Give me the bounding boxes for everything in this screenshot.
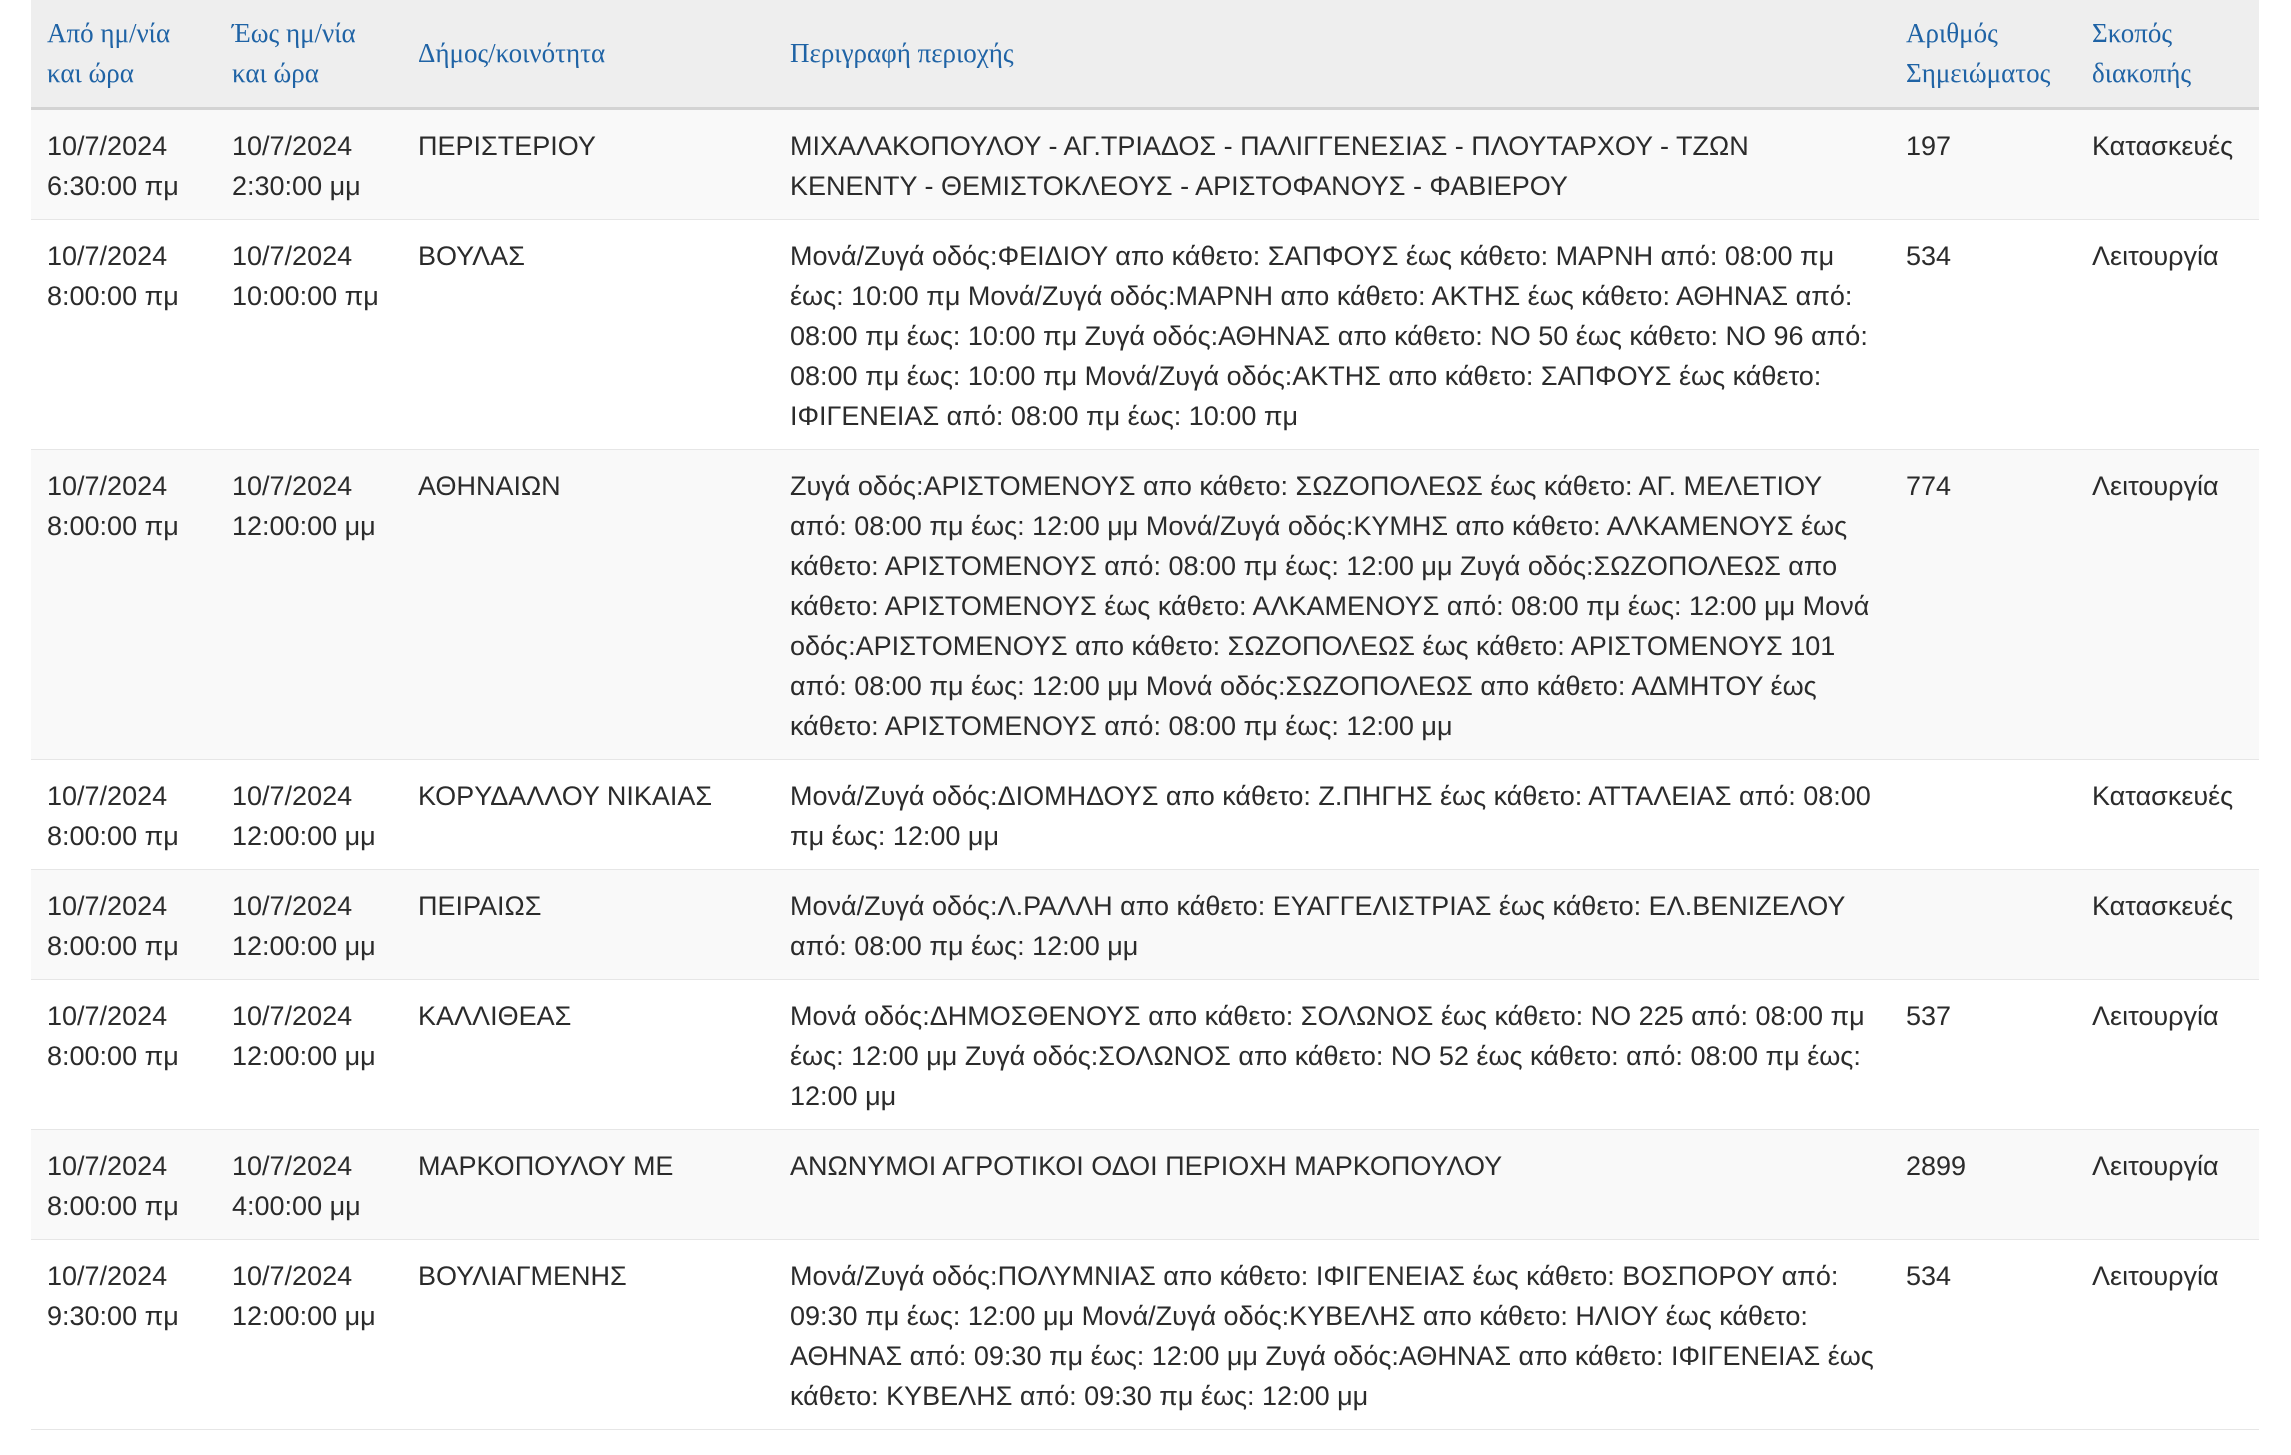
cell-description: Μονά/Ζυγά οδός:ΦΕΙΔΙΟΥ απο κάθετο: ΣΑΠΦΟΥΣ έως κάθετο: ΜΑΡΝΗ από: 08:00 πμ έως: 10:00 πμ Μονά/Ζυγά οδός:ΜΑΡΝΗ απο κάθετο: ΑΚΤΗΣ έως κάθετο: ΑΘΗΝΑΣ από: 08:00 πμ έως: 10:00 πμ Ζυγά οδός:ΑΘΗΝΑΣ απο κάθετο: ΝΟ 50 έως κάθετο: ΝΟ 96 από: 08:00 πμ έως: 10:00 πμ Μονά/Ζυγά οδός:ΑΚΤΗΣ απο κάθετο: ΣΑΠΦΟΥΣ έως κάθετο: ΙΦΙΓΕΝΕΙΑΣ από: 08:00 πμ έως: 10:00 πμ [774,219,1890,449]
cell-purpose: Κατασκευές [2076,759,2259,869]
from-time: 8:00:00 πμ [47,510,179,541]
from-time: 9:30:00 πμ [47,1300,179,1331]
cell-to [216,449,402,759]
cell-to [216,219,402,449]
cell-to [216,869,402,979]
cell-municipality: ΜΑΡΚΟΠΟΥΛΟΥ ΜΕ [402,1129,774,1239]
cell-from [31,108,216,219]
cell-note-number: 197 [1890,108,2076,219]
from-date: 10/7/2024 [47,1260,168,1291]
header-note-number[interactable] [1890,0,2076,108]
from-date: 10/7/2024 [47,130,168,161]
to-date: 10/7/2024 [232,780,353,811]
cell-to [216,759,402,869]
table-row [31,449,2259,759]
cell-purpose: Κατασκευές [2076,869,2259,979]
from-date: 10/7/2024 [47,470,168,501]
table-body [31,108,2259,1429]
from-date: 10/7/2024 [47,240,168,271]
cell-description: Μονά/Ζυγά οδός:ΠΟΛΥΜΝΙΑΣ απο κάθετο: ΙΦΙΓΕΝΕΙΑΣ έως κάθετο: ΒΟΣΠΟΡΟΥ από: 09:30 πμ έως: 12:00 μμ Μονά/Ζυγά οδός:ΚΥΒΕΛΗΣ απο κάθετο: ΗΛΙΟΥ έως κάθετο: ΑΘΗΝΑΣ από: 09:30 πμ έως: 12:00 μμ Ζυγά οδός:ΑΘΗΝΑΣ απο κάθετο: ΙΦΙΓΕΝΕΙΑΣ έως κάθετο: ΚΥΒΕΛΗΣ από: 09:30 πμ έως: 12:00 μμ [774,1239,1890,1429]
cell-note-number [1890,869,2076,979]
cell-from [31,759,216,869]
from-time: 8:00:00 πμ [47,1040,179,1071]
header-purpose[interactable] [2076,0,2259,108]
cell-to [216,108,402,219]
to-date: 10/7/2024 [232,470,353,501]
table-row [31,1239,2259,1429]
cell-from [31,449,216,759]
to-date: 10/7/2024 [232,240,353,271]
cell-purpose: Λειτουργία [2076,1239,2259,1429]
header-to-line1: Έως ημ/νία [232,18,356,49]
to-time: 12:00:00 μμ [232,1300,376,1331]
table-row [31,759,2259,869]
table-row [31,108,2259,219]
cell-municipality: ΒΟΥΛΑΣ [402,219,774,449]
header-number-line1: Αριθμός [1906,18,1998,49]
to-date: 10/7/2024 [232,130,353,161]
from-date: 10/7/2024 [47,780,168,811]
cell-municipality: ΚΑΛΛΙΘΕΑΣ [402,979,774,1129]
header-municipality-label: Δήμος/κοινότητα [418,38,606,69]
cell-description: ΑΝΩΝΥΜΟΙ ΑΓΡΟΤΙΚΟΙ ΟΔΟΙ ΠΕΡΙΟΧΗ ΜΑΡΚΟΠΟΥΛΟΥ [774,1129,1890,1239]
cell-description: Μονά οδός:ΔΗΜΟΣΘΕΝΟΥΣ απο κάθετο: ΣΟΛΩΝΟΣ έως κάθετο: ΝΟ 225 από: 08:00 πμ έως: 12:00 μμ Ζυγά οδός:ΣΟΛΩΝΟΣ απο κάθετο: ΝΟ 52 έως κάθετο: από: 08:00 πμ έως: 12:00 μμ [774,979,1890,1129]
cell-municipality: ΠΕΙΡΑΙΩΣ [402,869,774,979]
header-from-line1: Από ημ/νία [47,18,171,49]
to-date: 10/7/2024 [232,1150,353,1181]
cell-purpose: Κατασκευές [2076,108,2259,219]
cell-purpose: Λειτουργία [2076,1129,2259,1239]
to-time: 12:00:00 μμ [232,820,376,851]
table-row [31,979,2259,1129]
table-header [31,0,2259,108]
cell-municipality: ΑΘΗΝΑΙΩΝ [402,449,774,759]
cell-from [31,1239,216,1429]
cell-municipality: ΚΟΡΥΔΑΛΛΟΥ ΝΙΚΑΙΑΣ [402,759,774,869]
outages-table [31,0,2259,1430]
cell-description: Μονά/Ζυγά οδός:ΔΙΟΜΗΔΟΥΣ απο κάθετο: Ζ.ΠΗΓΗΣ έως κάθετο: ΑΤΤΑΛΕΙΑΣ από: 08:00 πμ έως: 12:00 μμ [774,759,1890,869]
cell-purpose: Λειτουργία [2076,219,2259,449]
header-purpose-line2: διακοπής [2092,58,2192,89]
header-number-line2: Σημειώματος [1906,58,2051,89]
header-row [31,0,2259,108]
cell-from [31,1129,216,1239]
cell-note-number: 537 [1890,979,2076,1129]
from-time: 8:00:00 πμ [47,930,179,961]
cell-to [216,1129,402,1239]
from-date: 10/7/2024 [47,1150,168,1181]
cell-municipality: ΒΟΥΛΙΑΓΜΕΝΗΣ [402,1239,774,1429]
cell-from [31,869,216,979]
to-date: 10/7/2024 [232,1000,353,1031]
cell-note-number: 774 [1890,449,2076,759]
from-date: 10/7/2024 [47,1000,168,1031]
to-date: 10/7/2024 [232,890,353,921]
from-time: 8:00:00 πμ [47,820,179,851]
to-time: 12:00:00 μμ [232,510,376,541]
cell-to [216,979,402,1129]
to-time: 4:00:00 μμ [232,1190,361,1221]
header-description[interactable] [774,0,1890,108]
from-time: 6:30:00 πμ [47,170,179,201]
cell-purpose: Λειτουργία [2076,449,2259,759]
cell-municipality: ΠΕΡΙΣΤΕΡΙΟΥ [402,108,774,219]
cell-description: Μονά/Ζυγά οδός:Λ.ΡΑΛΛΗ απο κάθετο: ΕΥΑΓΓΕΛΙΣΤΡΙΑΣ έως κάθετο: ΕΛ.ΒΕΝΙΖΕΛΟΥ από: 08:00 πμ έως: 12:00 μμ [774,869,1890,979]
cell-from [31,219,216,449]
cell-from [31,979,216,1129]
header-to-line2: και ώρα [232,58,319,89]
cell-purpose: Λειτουργία [2076,979,2259,1129]
header-purpose-line1: Σκοπός [2092,18,2173,49]
cell-description: Ζυγά οδός:ΑΡΙΣΤΟΜΕΝΟΥΣ απο κάθετο: ΣΩΖΟΠΟΛΕΩΣ έως κάθετο: ΑΓ. ΜΕΛΕΤΙΟΥ από: 08:00 πμ έως: 12:00 μμ Μονά/Ζυγά οδός:ΚΥΜΗΣ απο κάθετο: ΑΛΚΑΜΕΝΟΥΣ έως κάθετο: ΑΡΙΣΤΟΜΕΝΟΥΣ από: 08:00 πμ έως: 12:00 μμ Ζυγά οδός:ΣΩΖΟΠΟΛΕΩΣ απο κάθετο: ΑΡΙΣΤΟΜΕΝΟΥΣ έως κάθετο: ΑΛΚΑΜΕΝΟΥΣ από: 08:00 πμ έως: 12:00 μμ Μονά οδός:ΑΡΙΣΤΟΜΕΝΟΥΣ απο κάθετο: ΣΩΖΟΠΟΛΕΩΣ έως κάθετο: ΑΡΙΣΤΟΜΕΝΟΥΣ 101 από: 08:00 πμ έως: 12:00 μμ Μονά οδός:ΣΩΖΟΠΟΛΕΩΣ απο κάθετο: ΑΔΜΗΤΟΥ έως κάθετο: ΑΡΙΣΤΟΜΕΝΟΥΣ από: 08:00 πμ έως: 12:00 μμ [774,449,1890,759]
cell-note-number: 2899 [1890,1129,2076,1239]
cell-to [216,1239,402,1429]
table-row [31,869,2259,979]
cell-note-number: 534 [1890,219,2076,449]
to-date: 10/7/2024 [232,1260,353,1291]
header-to-datetime[interactable] [216,0,402,108]
cell-note-number [1890,759,2076,869]
header-municipality[interactable] [402,0,774,108]
cell-note-number: 534 [1890,1239,2076,1429]
table-row [31,219,2259,449]
header-from-datetime[interactable] [31,0,216,108]
to-time: 10:00:00 πμ [232,280,379,311]
from-time: 8:00:00 πμ [47,1190,179,1221]
header-from-line2: και ώρα [47,58,134,89]
from-date: 10/7/2024 [47,890,168,921]
to-time: 12:00:00 μμ [232,930,376,961]
table-row [31,1129,2259,1239]
to-time: 12:00:00 μμ [232,1040,376,1071]
to-time: 2:30:00 μμ [232,170,361,201]
header-description-label: Περιγραφή περιοχής [790,38,1014,69]
cell-description: ΜΙΧΑΛΑΚΟΠΟΥΛΟΥ - ΑΓ.ΤΡΙΑΔΟΣ - ΠΑΛΙΓΓΕΝΕΣΙΑΣ - ΠΛΟΥΤΑΡΧΟΥ - ΤΖΩΝ ΚΕΝΕΝΤΥ - ΘΕΜΙΣΤΟΚΛΕΟΥΣ - ΑΡΙΣΤΟΦΑΝΟΥΣ - ΦΑΒΙΕΡΟΥ [774,108,1890,219]
from-time: 8:00:00 πμ [47,280,179,311]
